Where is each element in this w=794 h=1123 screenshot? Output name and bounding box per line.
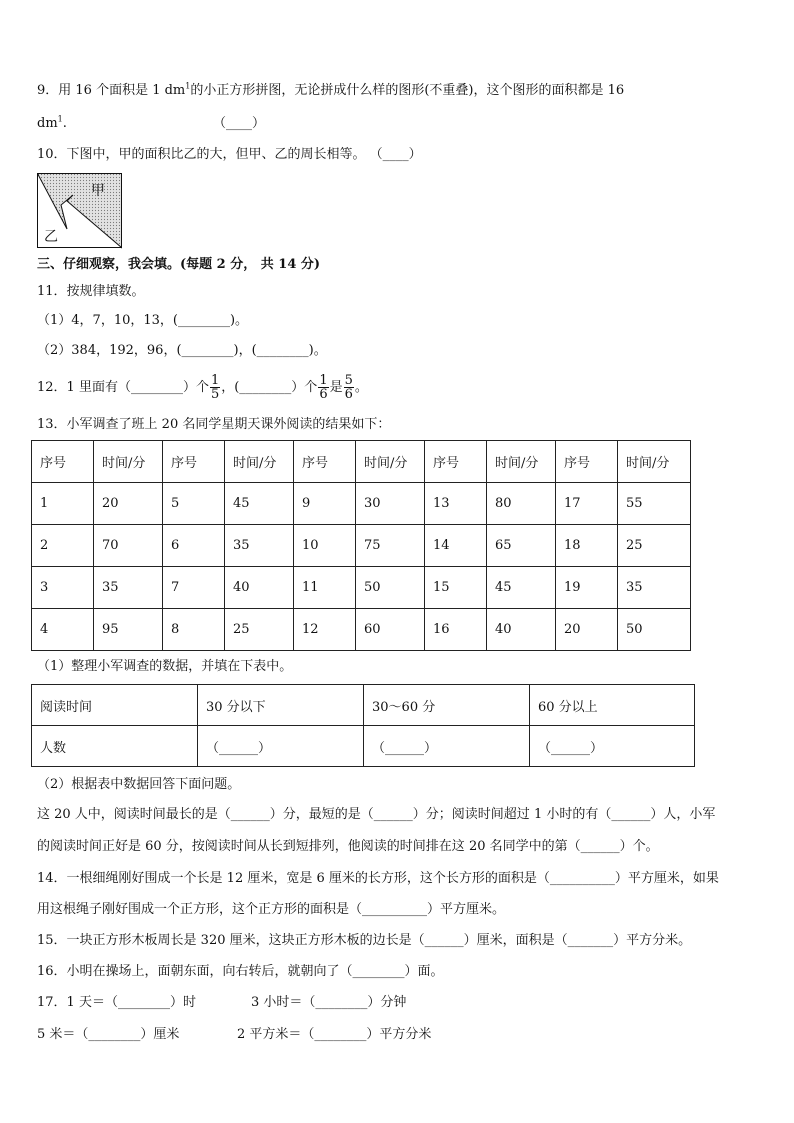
summary-row-label: 人数 xyxy=(32,726,198,767)
table-cell: 35 xyxy=(225,525,294,567)
table-row xyxy=(32,483,691,525)
q12-line xyxy=(37,373,368,403)
table-cell: 7 xyxy=(163,567,225,609)
q17-c[interactable]: 5 米＝（________）厘米 xyxy=(37,1027,180,1042)
summary-answer-blank[interactable]: （______） xyxy=(198,726,364,767)
q13-sub2: （2）根据表中数据回答下面问题。 xyxy=(37,777,241,792)
summary-row xyxy=(32,726,695,767)
q13-para1[interactable]: 这 20 人中，阅读时间最长的是（______）分，最短的是（______）分；阅读时间超过 1 小时的有（______）人，小军 xyxy=(37,807,716,822)
q13-text: 13．小军调查了班上 20 名同学星期天课外阅读的结果如下： xyxy=(37,417,391,432)
table-cell: 75 xyxy=(356,525,425,567)
q11-sub1[interactable]: （1）4，7，10，13，(________)。 xyxy=(37,313,249,328)
summary-answer-blank[interactable]: （______） xyxy=(364,726,530,767)
summary-header-cell: 60 分以上 xyxy=(530,685,695,726)
q10-label-yi: 乙 xyxy=(44,229,58,245)
table-cell: 50 xyxy=(618,609,691,651)
table-header-cell: 时间/分 xyxy=(618,441,691,483)
table-header-cell: 序号 xyxy=(556,441,618,483)
q12-fraction-3 xyxy=(344,374,354,401)
table-cell: 3 xyxy=(32,567,94,609)
table-cell: 65 xyxy=(487,525,556,567)
table-header-cell: 时间/分 xyxy=(94,441,163,483)
table-cell: 35 xyxy=(94,567,163,609)
table-cell: 60 xyxy=(356,609,425,651)
table-cell: 17 xyxy=(556,483,618,525)
q17-d[interactable]: 2 平方米＝（________）平方分米 xyxy=(237,1027,432,1042)
reading-data-table-body xyxy=(32,441,691,651)
summary-header-row xyxy=(32,685,695,726)
q12-frac2-num: 1 xyxy=(319,373,328,388)
q9-line2 xyxy=(37,115,67,133)
q10-text: 10．下图中，甲的面积比乙的大，但甲、乙的周长相等。 （____） xyxy=(37,147,422,162)
summary-answer-blank[interactable]: （______） xyxy=(530,726,695,767)
table-cell: 19 xyxy=(556,567,618,609)
table-cell: 40 xyxy=(225,567,294,609)
summary-table-body xyxy=(32,685,695,767)
q11-sub2[interactable]: （2）384，192，96，(________)，(________)。 xyxy=(37,343,327,358)
q12-part2[interactable]: ，(________）个 xyxy=(221,380,318,395)
table-row xyxy=(32,525,691,567)
table-header-cell: 序号 xyxy=(425,441,487,483)
table-cell: 11 xyxy=(294,567,356,609)
q10-figure xyxy=(37,173,123,253)
table-cell: 14 xyxy=(425,525,487,567)
q9-line1 xyxy=(37,82,624,100)
section3-title: 三、仔细观察，我会填。(每题 2 分， 共 14 分) xyxy=(37,257,321,272)
table-header-cell: 序号 xyxy=(32,441,94,483)
table-cell: 8 xyxy=(163,609,225,651)
q9-text-b: 的小正方形拼图，无论拼成什么样的图形(不重叠)，这个图形的面积都是 16 xyxy=(190,83,625,98)
q16-text[interactable]: 16．小明在操场上，面朝东面，向右转后，就朝向了（________）面。 xyxy=(37,964,444,979)
table-cell: 55 xyxy=(618,483,691,525)
q10-label-jia: 甲 xyxy=(91,183,105,199)
q9-unit: dm xyxy=(37,116,58,131)
table-row xyxy=(32,567,691,609)
q10-figure-svg xyxy=(37,173,123,249)
table-header-row xyxy=(32,441,691,483)
q9-blank[interactable]: （____） xyxy=(213,116,266,131)
q11-text: 11．按规律填数。 xyxy=(37,284,145,299)
table-cell: 12 xyxy=(294,609,356,651)
table-cell: 6 xyxy=(163,525,225,567)
summary-header-cell: 阅读时间 xyxy=(32,685,198,726)
q12-part3: 是 xyxy=(329,380,343,395)
table-cell: 70 xyxy=(94,525,163,567)
table-cell: 13 xyxy=(425,483,487,525)
table-cell: 4 xyxy=(32,609,94,651)
table-cell: 18 xyxy=(556,525,618,567)
table-cell: 10 xyxy=(294,525,356,567)
table-cell: 40 xyxy=(487,609,556,651)
reading-data-table xyxy=(31,440,691,651)
q12-frac1-num: 1 xyxy=(210,373,220,388)
table-cell: 15 xyxy=(425,567,487,609)
table-cell: 50 xyxy=(356,567,425,609)
table-cell: 35 xyxy=(618,567,691,609)
q14-line2[interactable]: 用这根绳子刚好围成一个正方形，这个正方形的面积是（__________）平方厘米。 xyxy=(37,902,506,917)
q13-para2[interactable]: 的阅读时间正好是 60 分，按阅读时间从长到短排列，他阅读的时间排在这 20 名同学中的第（______）个。 xyxy=(37,839,659,854)
table-cell: 1 xyxy=(32,483,94,525)
table-row xyxy=(32,609,691,651)
table-cell: 2 xyxy=(32,525,94,567)
q9-period: . xyxy=(62,116,67,131)
q12-frac3-den: 6 xyxy=(344,387,353,402)
summary-header-cell: 30～60 分 xyxy=(364,685,530,726)
table-cell: 80 xyxy=(487,483,556,525)
table-header-cell: 时间/分 xyxy=(225,441,294,483)
q12-fraction-1 xyxy=(210,374,220,401)
table-cell: 95 xyxy=(94,609,163,651)
q12-fraction-2 xyxy=(318,374,328,401)
q13-sub1: （1）整理小军调查的数据，并填在下表中。 xyxy=(37,659,293,674)
table-cell: 25 xyxy=(618,525,691,567)
table-cell: 25 xyxy=(225,609,294,651)
q12-frac2-den: 6 xyxy=(319,387,328,402)
q9-text-a: 9．用 16 个面积是 1 dm xyxy=(37,83,186,98)
table-header-cell: 序号 xyxy=(163,441,225,483)
q12-part1[interactable]: 12．1 里面有（________）个 xyxy=(37,380,209,395)
summary-header-cell: 30 分以下 xyxy=(198,685,364,726)
table-cell: 9 xyxy=(294,483,356,525)
table-cell: 20 xyxy=(94,483,163,525)
summary-table xyxy=(31,684,695,767)
q9-sup: 1 xyxy=(185,81,191,91)
q9-unit-sup: 1 xyxy=(57,114,63,124)
q17-a[interactable]: 17．1 天＝（________）时 xyxy=(37,995,196,1010)
q17-b[interactable]: 3 小时＝（________）分钟 xyxy=(251,995,407,1010)
q15-text[interactable]: 15．一块正方形木板周长是 320 厘米，这块正方形木板的边长是（______）厘米，面积是（_______）平方分米。 xyxy=(37,933,692,948)
table-cell: 30 xyxy=(356,483,425,525)
q12-frac1-den: 5 xyxy=(210,387,220,402)
table-header-cell: 时间/分 xyxy=(356,441,425,483)
q14-line1[interactable]: 14．一根细绳刚好围成一个长是 12 厘米，宽是 6 厘米的长方形，这个长方形的面积是（__________）平方厘米，如果 xyxy=(37,871,719,886)
table-cell: 16 xyxy=(425,609,487,651)
table-header-cell: 序号 xyxy=(294,441,356,483)
q12-frac3-num: 5 xyxy=(344,373,353,388)
table-cell: 20 xyxy=(556,609,618,651)
q12-part4: 。 xyxy=(354,380,368,395)
table-cell: 45 xyxy=(225,483,294,525)
table-cell: 5 xyxy=(163,483,225,525)
table-header-cell: 时间/分 xyxy=(487,441,556,483)
table-cell: 45 xyxy=(487,567,556,609)
